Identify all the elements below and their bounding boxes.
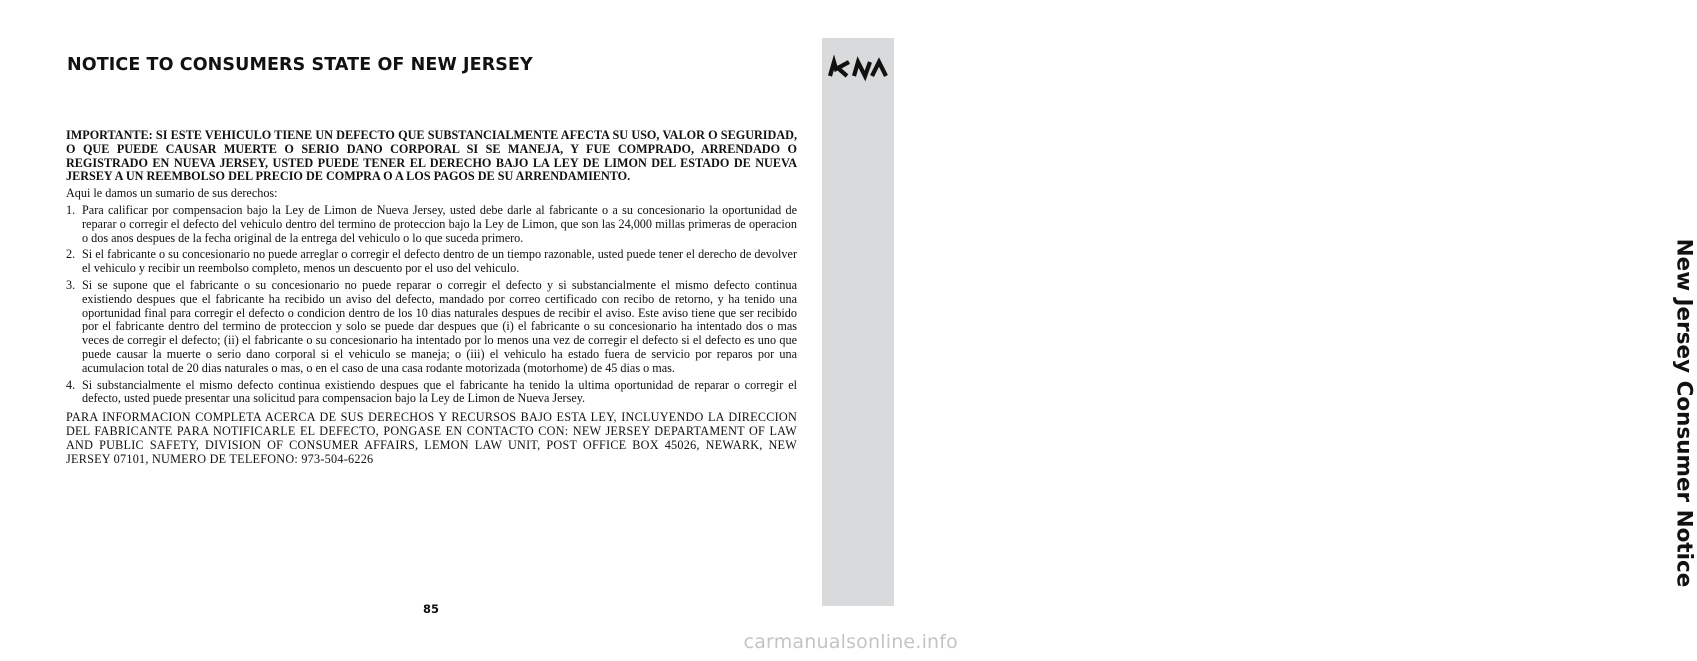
watermark: carmanualsonline.info bbox=[743, 631, 958, 653]
list-item-text: Si substancialmente el mismo defecto continua existiendo despues que el fabricante ha tenido la ultima oportunidad de reparar o corregir el defecto, usted puede presentar una solicitud para compensacion bajo la Ley de Limon de Nueva Jersey. bbox=[82, 377, 797, 406]
list-item bbox=[66, 279, 797, 376]
contact-information: PARA INFORMACION COMPLETA ACERCA DE SUS DERECHOS Y RECURSOS BAJO ESTA LEY, INCLUYENDO LA DIRECCION DEL FABRICANTE PARA NOTIFICARLE EL DEFECTO, PONGASE EN CONTACTO CON: NEW JERSEY DEPARTAMENT OF LAW AND PUBLIC SAFETY, DIVISION OF CONSUMER AFFAIRS, LEMON LAW UNIT, POST OFFICE BOX 45026, NEWARK, NEW JERSEY 07101, NUMERO DE TELEFONO: 973-504-6226 bbox=[66, 410, 797, 466]
side-tab-title: New Jersey Consumer Notice bbox=[1671, 238, 1697, 588]
list-item bbox=[66, 379, 797, 407]
notice-body bbox=[66, 129, 797, 466]
page-title: NOTICE TO CONSUMERS STATE OF NEW JERSEY bbox=[67, 55, 533, 75]
list-item-text: Si el fabricante o su concesionario no puede arreglar o corregir el defecto dentro de un tiempo razonable, usted puede tener el derecho de devolver el vehiculo y recibir un reembolso completo, menos un descuento por el uso del vehiculo. bbox=[82, 247, 797, 276]
intro-line: Aqui le damos un sumario de sus derechos: bbox=[66, 186, 278, 201]
list-item bbox=[66, 248, 797, 276]
list-item-number: 2. bbox=[66, 247, 76, 262]
list-item-text: Para calificar por compensacion bajo la Ley de Limon de Nueva Jersey, usted debe darle al fabricante o a su concesionario la oportunidad de reparar o corregir el defecto del vehiculo dentro del termino de proteccion bajo la Ley de Limon, que son las 24,000 millas primeras de operacion o dos anos despues de la fecha original de la entrega del vehiculo o lo que suceda primero. bbox=[82, 202, 797, 245]
kia-logo-icon bbox=[827, 58, 889, 80]
intro-warning: IMPORTANTE: SI ESTE VEHICULO TIENE UN DEFECTO QUE SUBSTANCIALMENTE AFECTA SU USO, VALOR O SEGURIDAD, O QUE PUEDE CAUSAR MUERTE O SERIO DANO CORPORAL SI SE MANEJA, Y FUE COMPRADO, ARRENDADO O REGISTRADO EN NUEVA JERSEY, USTED PUEDE TENER EL DERECHO BAJO LA LEY DE LIMON DEL ESTADO DE NUEVA JERSEY A UN REEMBOLSO DEL PRECIO DE COMPRA O A LOS PAGOS DE SU ARRENDAMIENTO. bbox=[66, 128, 797, 184]
list-item-number: 3. bbox=[66, 277, 76, 292]
side-tab bbox=[822, 38, 1697, 606]
list-item bbox=[66, 204, 797, 245]
list-item-number: 1. bbox=[66, 202, 76, 217]
list-item-number: 4. bbox=[66, 377, 76, 392]
list-item-text: Si se supone que el fabricante o su concesionario no puede reparar o corregir el defecto y si substancialmente el mismo defecto continua existiendo despues que el fabricante ha recibido un aviso del defecto, mandado por correo certificado con recibo de retorno, y ha tenido una oportunidad final para corregir el defecto o condicion dentro de los 10 dias naturales despues de recibir el aviso. Este aviso tiene que ser recibido por el fabricante dentro del termino de proteccion y solo se puede dar despues que (i) el fabricante o su concesionario ha intentado dos o mas veces de corregir el defecto; (ii) el fabricante o su concesionario ha intentado por lo menos una vez de corregir el defecto si el defecto es uno que puede causar la muerte o serio dano corporal si el vehiculo se maneja; o (iii) el vehiculo ha estado fuera de servicio por reparos por una acumulacion total de 20 dias naturales o mas, o en el caso de una casa rodante motorizada (motorhome) de 45 dias o mas. bbox=[82, 277, 797, 375]
page-number: 85 bbox=[422, 602, 439, 616]
rights-list bbox=[66, 204, 797, 406]
